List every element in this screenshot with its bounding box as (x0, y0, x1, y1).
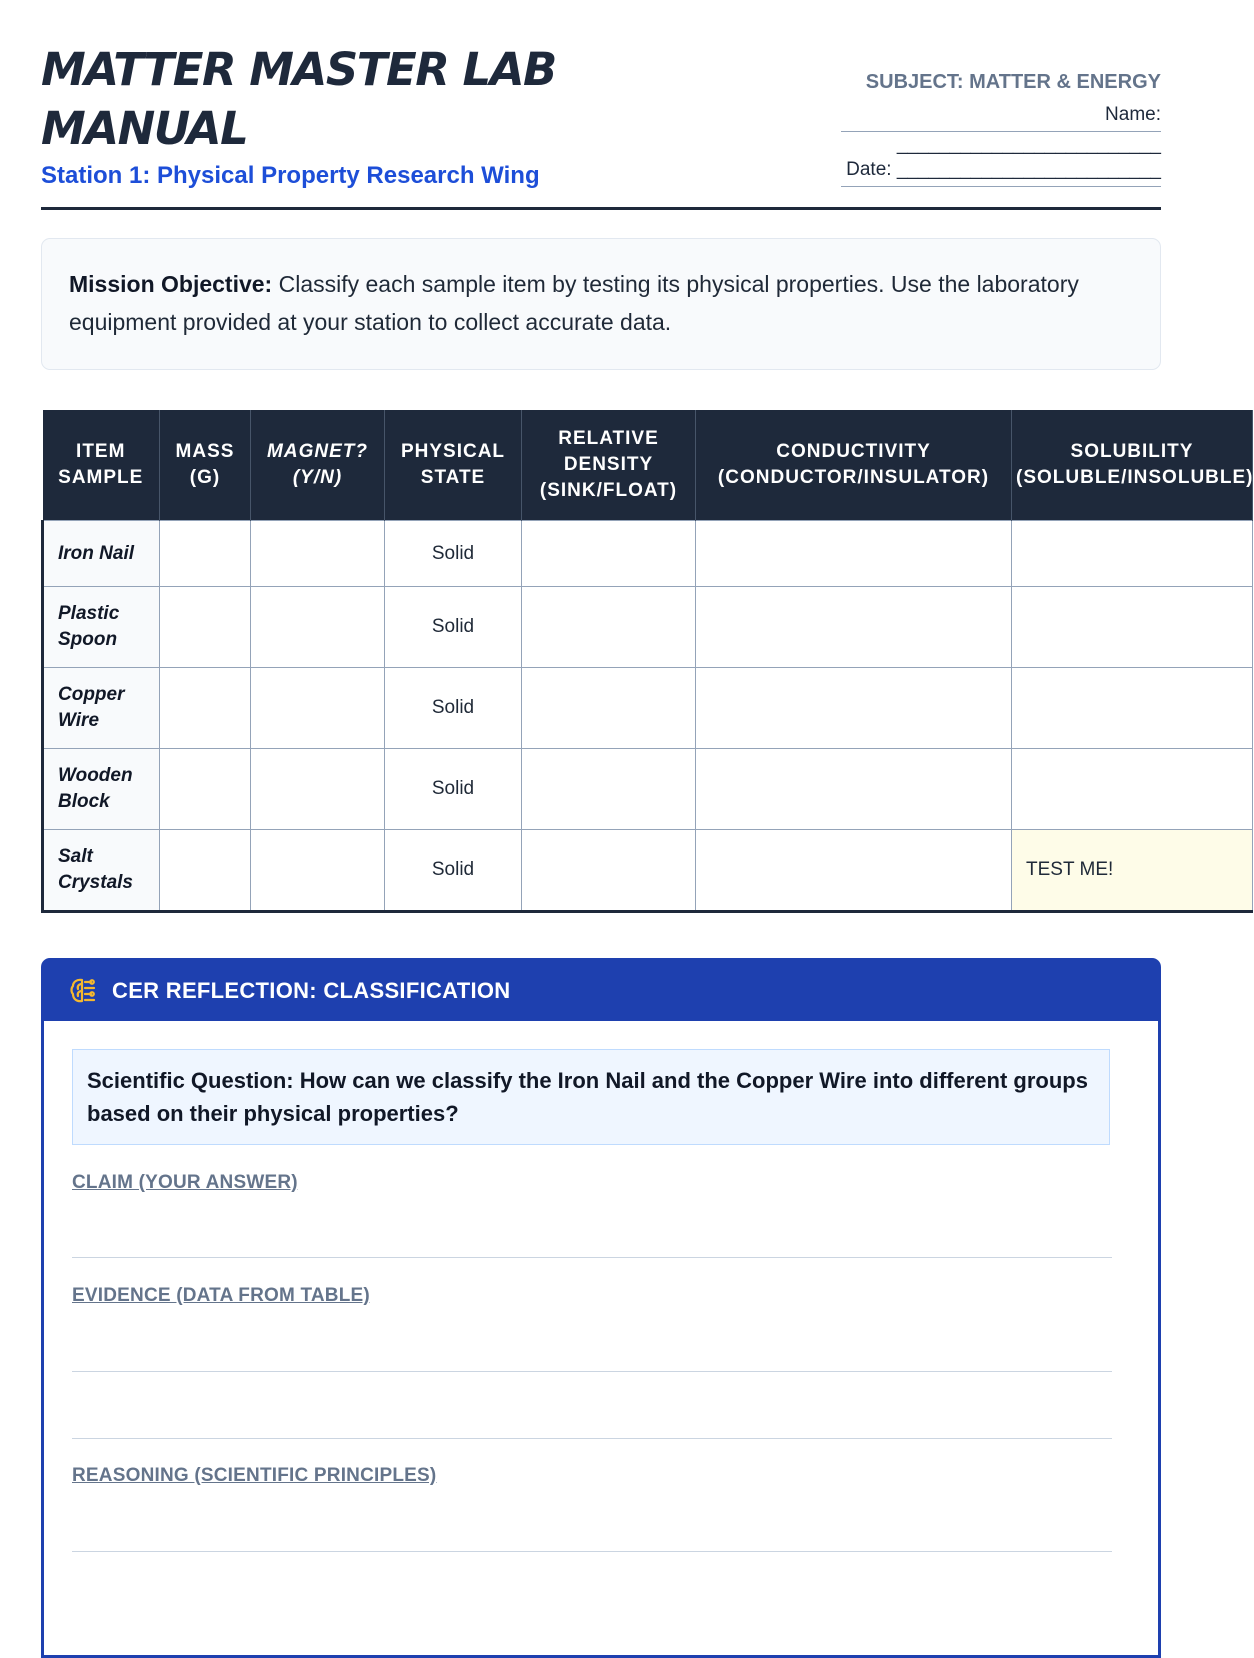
column-header-magnet: MAGNET? (Y/N) (251, 410, 385, 521)
date-field[interactable]: Date: _________________________ (841, 155, 1161, 187)
item-sample-cell: Plastic Spoon (43, 587, 160, 668)
state-cell: Solid (385, 830, 522, 912)
reasoning-answer-line[interactable] (72, 1551, 1112, 1552)
mass-cell[interactable] (160, 749, 251, 830)
claim-label: CLAIM (YOUR ANSWER) (72, 1172, 298, 1193)
station-subtitle: Station 1: Physical Property Research Wing (41, 162, 540, 189)
mission-objective-box (41, 238, 1161, 370)
evidence-answer-line[interactable] (72, 1371, 1112, 1372)
item-sample-cell: Wooden Block (43, 749, 160, 830)
solubility-cell[interactable] (1012, 521, 1253, 587)
item-sample-cell: Copper Wire (43, 668, 160, 749)
state-cell: Solid (385, 668, 522, 749)
solubility-cell[interactable] (1012, 587, 1253, 668)
magnet-cell[interactable] (251, 830, 385, 912)
column-header-solubility: SOLUBILITY (SOLUBLE/INSOLUBLE) (1012, 410, 1253, 521)
table-header-row (43, 410, 1253, 521)
table-row (43, 749, 1253, 830)
brain-icon (68, 976, 98, 1006)
density-cell[interactable] (522, 668, 696, 749)
claim-answer-line[interactable] (72, 1257, 1112, 1258)
mission-text: Classify each sample item by testing its physical properties. Use the laboratory equipment provided at your station to collect accurate data. (69, 271, 1079, 335)
magnet-cell[interactable] (251, 587, 385, 668)
evidence-answer-line[interactable] (72, 1438, 1112, 1439)
student-info (841, 68, 1161, 190)
mass-cell[interactable] (160, 587, 251, 668)
column-header-density: RELATIVE DENSITY (SINK/FLOAT) (522, 410, 696, 521)
property-data-table (41, 410, 1253, 913)
page-title: MATTER MASTER LAB MANUAL (41, 43, 556, 155)
scientific-question: Scientific Question: How can we classify the Iron Nail and the Copper Wire into different groups based on their physical properties? (72, 1049, 1110, 1145)
item-sample-cell: Iron Nail (43, 521, 160, 587)
column-header-item: ITEM SAMPLE (43, 410, 160, 521)
magnet-cell[interactable] (251, 668, 385, 749)
solubility-cell[interactable] (1012, 668, 1253, 749)
table-row (43, 830, 1253, 912)
conductivity-cell[interactable] (696, 668, 1012, 749)
evidence-label: EVIDENCE (DATA FROM TABLE) (72, 1285, 370, 1306)
table-row (43, 668, 1253, 749)
density-cell[interactable] (522, 830, 696, 912)
solubility-cell[interactable] (1012, 749, 1253, 830)
table-row (43, 587, 1253, 668)
density-cell[interactable] (522, 749, 696, 830)
cer-reflection-card (41, 958, 1161, 1658)
state-cell: Solid (385, 521, 522, 587)
conductivity-cell[interactable] (696, 521, 1012, 587)
state-cell: Solid (385, 749, 522, 830)
magnet-cell[interactable] (251, 521, 385, 587)
conductivity-cell[interactable] (696, 830, 1012, 912)
mass-cell[interactable] (160, 830, 251, 912)
cer-header (44, 961, 1158, 1021)
magnet-cell[interactable] (251, 749, 385, 830)
column-header-conductivity: CONDUCTIVITY (CONDUCTOR/INSULATOR) (696, 410, 1012, 521)
reasoning-label: REASONING (SCIENTIFIC PRINCIPLES) (72, 1465, 437, 1486)
subject-label: SUBJECT: MATTER & ENERGY (865, 71, 1161, 93)
cer-title: CER REFLECTION: CLASSIFICATION (112, 978, 511, 1003)
header-divider (41, 207, 1161, 210)
conductivity-cell[interactable] (696, 749, 1012, 830)
density-cell[interactable] (522, 587, 696, 668)
data-table-container (41, 410, 1254, 913)
solubility-hint-cell[interactable]: TEST ME! (1012, 830, 1253, 912)
column-header-state: PHYSICAL STATE (385, 410, 522, 521)
mass-cell[interactable] (160, 668, 251, 749)
state-cell: Solid (385, 587, 522, 668)
table-row (43, 521, 1253, 587)
mission-label: Mission Objective: (69, 271, 273, 297)
density-cell[interactable] (522, 521, 696, 587)
column-header-mass: MASS (G) (160, 410, 251, 521)
mass-cell[interactable] (160, 521, 251, 587)
conductivity-cell[interactable] (696, 587, 1012, 668)
item-sample-cell: Salt Crystals (43, 830, 160, 912)
name-field[interactable]: Name: _________________________ (841, 100, 1161, 132)
